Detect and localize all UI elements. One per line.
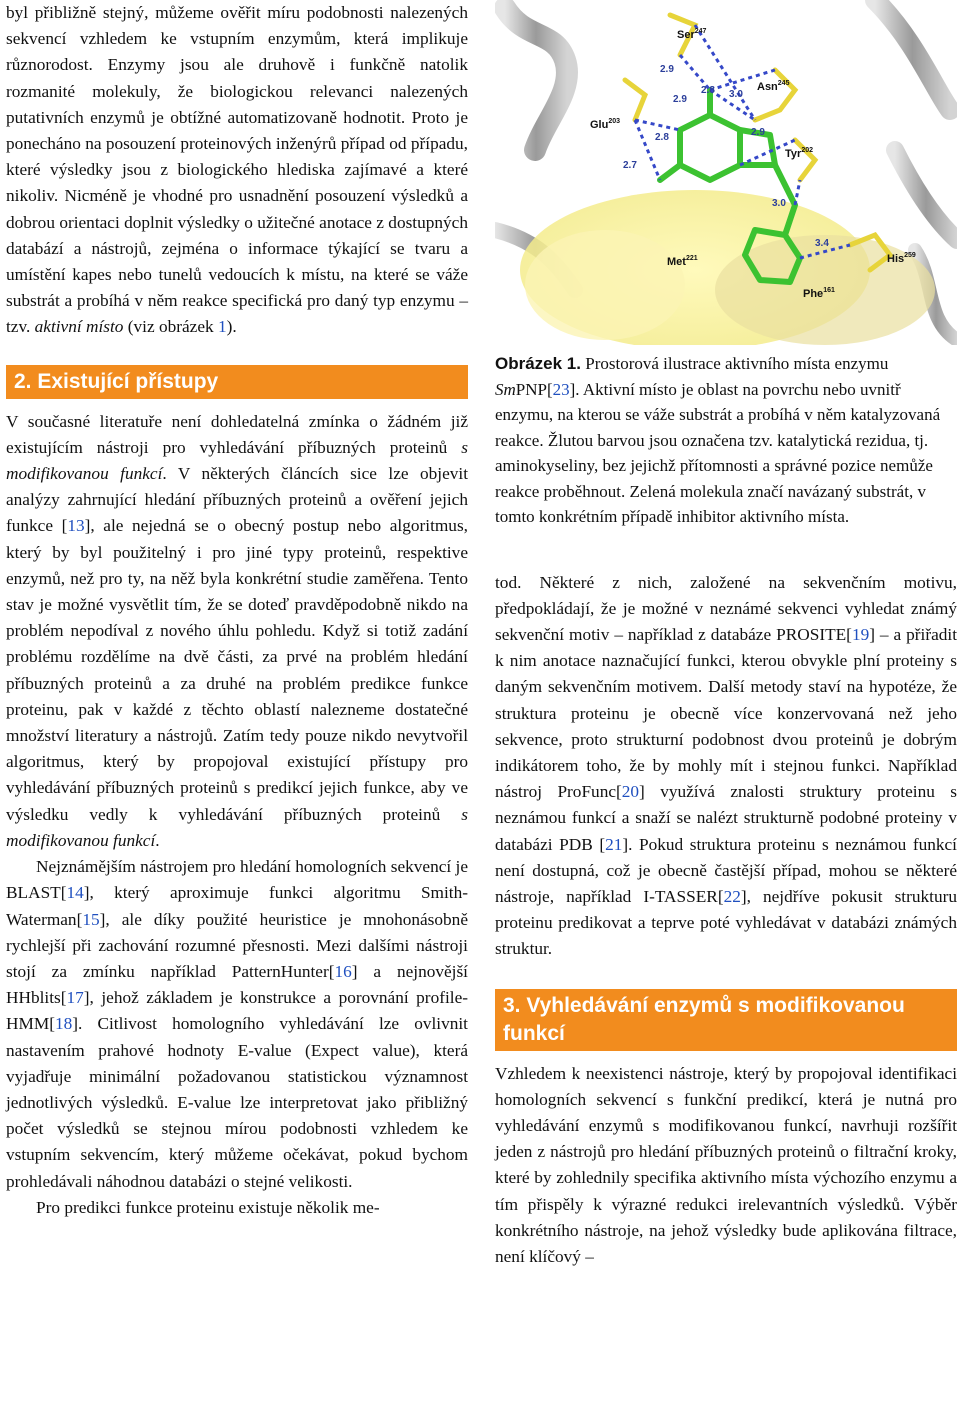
citation-link[interactable]: 19 — [851, 624, 870, 644]
active-site-figure — [495, 0, 957, 345]
active-site-term: aktivní místo — [34, 317, 124, 337]
right-paragraph-1: tod. Některé z nich, založené na sekvenčním motivu, předpokládají, že je možné v neznámé sekvenci vyhledat známý sekvenční motiv – například z databáze PROSITE[19] – a přiřadit k nim anotace naznačující funkci, kterou obvykle plní proteiny s daným sekvenčním motivem. Další metody staví na hypotéze, že struktura proteinu je obecně více konzervovaná než jeho sekvence, proto strukturní podobnost dvou proteinů je dobrým indikátorem toho, že by mohly mít i stejnou funkci. Například nástroj ProFunc[20] využívá znalosti struktury proteinu s neznámou funkcí a snaží se nalézt strukturně podobné proteiny v databázi PDB [21]. Pokud struktura proteinu s neznámou funkcí není dostupná, což je obecně častější případ, mohou se některé nástroje, například I-TASSER[22], nejdříve pokusit strukturu proteinu predikovat a teprve poté vyhledávat v databázi známých struktur. — [495, 572, 957, 959]
section-2-paragraph-2: Nejznámějším nástrojem pro hledání homologních sekvencí je BLAST[14], který aproximuje funkci algoritmu Smith-Waterman[15], ale díky použité heuristice je mnohonásobně rychlejší při zachování rozumné přesnosti. Mezi dalšími nástroji stojí za zmínku například PatternHunter[16] a nejnovější HHblits[17], jehož základem je konstrukce a porovnání profile-HMM[18]. Citlivost homologního vyhledávání lze ovlivnit nastavením prahové hodnoty E-value (Expect value), která vyjadřuje minimální požadovanou statistickou významnost jednotlivých výsledků. E-value lze interpretovat jako přibližný počet výsledků se stejnou mírou podobnosti vzhledem ke vstupním sekvencím, který můžeme očekávat, pokud bychom prohledávali náhodnou databázi o stejné velikosti. — [6, 857, 468, 1191]
svg-text:3.0: 3.0 — [772, 198, 786, 209]
figure-caption: Obrázek 1. Prostorová ilustrace aktivního místa enzymu SmPNP[23]. Aktivní místo je oblast na povrchu nebo uvnitř enzymu, na kterou se váže substrát a probíhá v něm katalyzovaná reakce. Žlutou barvou jsou označena tzv. katalytická rezidua, tj. aminokyseliny, bez jejichž přítomnosti a správné pozice nemůže reakce proběhnout. Zelená molekula značí navázaný substrát, v tomto konkrétním případě inhibitor aktivního místa. — [495, 354, 941, 526]
label-phe: Phe$^{161}$ — [803, 287, 835, 300]
citation-link[interactable]: 23 — [552, 379, 570, 399]
citation-link[interactable]: 21 — [605, 834, 623, 854]
svg-text:3.4: 3.4 — [815, 238, 829, 249]
svg-text:2.8: 2.8 — [701, 85, 715, 96]
label-met: Met$^{221}$ — [667, 255, 698, 268]
label-glu: Glu$^{203}$ — [590, 118, 621, 131]
svg-text:2.9: 2.9 — [660, 64, 674, 75]
label-ser: Ser$^{247}$ — [677, 28, 707, 41]
section-3-heading: 3. Vyhledávání enzymů s modifikovanou funkcí — [495, 989, 957, 1051]
svg-text:2.8: 2.8 — [655, 132, 669, 143]
svg-text:2.7: 2.7 — [623, 160, 637, 171]
citation-link[interactable]: 20 — [621, 782, 640, 802]
citation-link[interactable]: 14 — [66, 883, 84, 903]
section-2-paragraph-1: V současné literatuře není dohledatelná zmínka o žádném již existujícím nástroji pro vyhledávání příbuzných proteinů s modifikovanou funkcí. V některých článcích sice lze objevit analýzy zahrnující hledání příbuzných proteinů a ověření jejich funkce [13], ale nejedná se o obecný postup nebo algoritmus, který by byl použitelný i pro jiné typy proteinů, respektive enzymů, než pro ty, na něž byla konkrétní studie zaměřena. Tento stav je možné vysvětlit tím, že se doteď pravděpodobně nikdo na problém nepodíval z nového úhlu pohledu. Když si totiž zadání problému rozdělíme na dvě části, za prvé na problém hledání příbuzných proteinů a za druhé na problém predikce funkce proteinu, pak v každé z těchto oblastí nalezneme dostatečné množství literatury a nástrojů. Zatím tedy pouze nikdo nevytvořil algoritmus, který by propojoval existující přístupy pro vyhledávání příbuzných proteinů s predikcí jejich funkce, aby ve výsledku vedly k vyhledávání příbuzných proteinů s modifikovanou funkcí. — [6, 411, 468, 850]
svg-text:2.9: 2.9 — [673, 94, 687, 105]
citation-link[interactable]: 22 — [723, 886, 741, 906]
section-3-paragraph: Vzhledem k neexistenci nástroje, který by propojoval identifikaci homologních sekvencí s funkční predikcí, která je nutná pro vyhledávání enzymů s modifikovanou funkcí, navrhuji rozšířit jeden z nástrojů pro hledání příbuzných proteinů o filtrační kroky, které by zohlednily specifika aktivního místa výchozího enzymu a tím přispěly k výrazné redukci irelevantních výsledků. Výběr konkrétního nástroje, na jehož výsledky bude aplikována filtrace, není klíčový – — [495, 1063, 957, 1266]
citation-link[interactable]: 15 — [82, 909, 100, 929]
svg-text:2.9: 2.9 — [751, 127, 765, 138]
citation-link[interactable]: 13 — [67, 516, 85, 536]
active-site-illustration — [495, 0, 957, 345]
citation-link[interactable]: 17 — [66, 988, 84, 1008]
citation-link[interactable]: 18 — [54, 1014, 73, 1034]
section-2-heading: 2. Existující přístupy — [6, 365, 468, 399]
svg-text:3.0: 3.0 — [729, 89, 743, 100]
figure-ref-link[interactable]: 1 — [217, 317, 227, 337]
left-column — [6, 0, 468, 1221]
intro-paragraph: byl přibližně stejný, můžeme ověřit míru podobnosti nalezených sekvencí vzhledem ke vstupním enzymům, která implikuje různorodost. Enzymy jsou ale druhově i funkčně natolik rozmanité molekuly, že biologickou relevanci nalezených putativních enzymů je obtížné automatizovaně hodnotit. Proto je ponecháno na posouzení proteinových inženýrů případ od případu, které výsledky jsou z biologického hlediska zajímavé a které nikoliv. Nicméně je vhodné pro usnadnění posouzení výsledků a dobrou orientaci doplnit výsledky o užitečné anotace z dostupných databází a nástrojů, zejména o informace týkající se tvaru a umístění kapes nebo tunelů vedoucích k místu, na které se váže substrát a probíhá v něm reakce specifická pro daný typ enzymu – tzv. aktivní místo (viz obrázek 1). — [6, 3, 468, 337]
label-asn: Asn$^{245}$ — [757, 80, 790, 93]
label-his: His$^{259}$ — [887, 252, 916, 265]
citation-link[interactable]: 16 — [334, 961, 352, 981]
section-2-paragraph-3: Pro predikci funkce proteinu existuje několik me- — [36, 1197, 380, 1217]
right-column — [495, 351, 957, 1270]
caption-label: Obrázek 1. — [495, 354, 581, 373]
label-tyr: Tyr$^{202}$ — [785, 147, 813, 160]
